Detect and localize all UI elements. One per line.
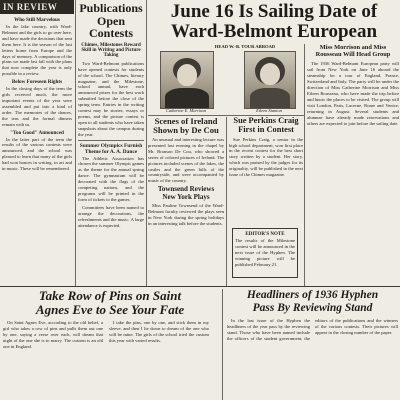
editors-note-title: EDITOR'S NOTE bbox=[245, 232, 285, 237]
column-ireland-scenes bbox=[148, 117, 224, 286]
editors-note-box bbox=[232, 228, 298, 278]
story-headline: Agnes Eve to See Your Fate bbox=[35, 302, 185, 317]
story-text: In the closing days of the term the girls received much, the more important events of the year were assembled and put into a kind of order. The memories of the dances, the teas and the formal dinners remain with us. bbox=[2, 86, 72, 127]
story-headline: Townsend Reviews bbox=[157, 185, 215, 194]
story-heading: "Too Good" Announced bbox=[10, 129, 64, 136]
story-headline: Open Contests bbox=[89, 13, 133, 41]
editors-note-text: The results of the Milestone contest will be announced in the next issue of the Hyphen. The winning picture will be published February 21. bbox=[235, 238, 295, 267]
story-text: The 1936 Ward-Belmont European party will sail from New York on June 16 aboard the steamship for a tour of England, France, Switzerland and Italy. The party will be under the direction of Miss Catherine Morrison and Miss Eileen Rousseau, who have made the trip before and know the places to be visited. The group will visit London, Paris, Lucerne, Rome and Venice, returning in August. Several students and alumnae have already made reservations and others are expected to join before the sailing date. bbox=[307, 61, 399, 126]
story-text: An unusual and interesting lecture was presented last evening in the chapel by Mr. Branson De Cou, who showed a series of colored pictures of Ireland. The pictures included scenes of the lakes, the castles and the green hills of the countryside, and were accompanied by music of the country. bbox=[148, 137, 224, 184]
portrait-photo-left bbox=[160, 51, 214, 109]
story-text: In the last issue of the Hyphen the headliners of the year pass by the reviewing stand. Those who have been named include the officers of the student government, the editors of the publications and the winners of the various contests. Their pictures will appear in the closing number of the paper. bbox=[227, 318, 398, 341]
story-text: Sue Perkins Craig, a senior in the high school department, won first place in the recent contest for the best short story written by a student. Her story, which was praised by the judges for its originality, will be published in the next issue of the Chimes magazine. bbox=[229, 136, 303, 178]
story-headline: Headliners of 1936 Hyphen bbox=[246, 289, 379, 301]
story-headline: First in Contest bbox=[238, 124, 294, 134]
banner-title-line1: June 16 Is Sailing Date of bbox=[170, 1, 378, 22]
story-headline: Publications bbox=[79, 1, 143, 15]
story-headline: Scenes of Ireland bbox=[154, 117, 218, 126]
in-review-header: IN REVIEW bbox=[0, 0, 74, 14]
story-heading: Below Foreseen Rights bbox=[11, 79, 63, 86]
story-headline: Pass By Reviewing Stand bbox=[252, 302, 373, 314]
photo-caption: Eileen Stanton bbox=[256, 108, 282, 113]
column-publications bbox=[78, 0, 144, 286]
photo-deck: HEAD W.-B. TOUR ABROAD bbox=[214, 44, 276, 49]
story-text: In the latter part of the term the results of the various contests were announced, and the school was pleased to learn that many of the girls had won honors in writing, in art and in music. These will be remembered. bbox=[2, 136, 72, 172]
banner-headline bbox=[148, 0, 400, 42]
photo-caption: Catherine E. Morrison bbox=[165, 108, 207, 113]
column-saint-agnes bbox=[0, 289, 220, 400]
story-heading: Who Still Marvelous bbox=[14, 17, 60, 23]
story-headline: Shown by De Cou bbox=[153, 125, 219, 136]
story-headline: New York Plays bbox=[162, 192, 210, 201]
story-text: I take the pins, one by one, and stick them in my sleeve, and then I lie down to dream of the one who will be mine. The girls of the school tried the custom this year with varied results. bbox=[109, 320, 209, 343]
column-headliners bbox=[225, 289, 400, 400]
story-subhead: Chimes, Milestones Reward Skill in Writing and Picture Taking bbox=[81, 42, 141, 58]
column-european-party bbox=[307, 44, 399, 286]
story-text: Two Ward-Belmont publications have opened contests for students of the school. The Chimes, literary magazine, and the Milestone, school annual, have each announced prizes for the best work submitted before the close of the spring term. Entries in the writing contest may be stories, essays or poems, and the picture contest is open to all students who have taken snapshots about the campus during the year. bbox=[78, 60, 144, 137]
story-text: In the lake country, with Ward-Belmont and the girls to go over here, and have made the decisions that sent them here. It is the season of the last letters home from Europe and the days of memory. A comparison of the plans we made last fall with the plans that now complete the year is only possible in a review. bbox=[2, 24, 72, 77]
portrait-photo-right bbox=[244, 51, 296, 109]
story-subhead: Summer Olympics Furnish Theme for A. A. Dance bbox=[79, 142, 143, 155]
story-text: Miss Pauline Townsend of the Ward-Belmont faculty reviewed the plays seen in New York during the spring holidays in an interesting talk before the students. bbox=[148, 202, 224, 226]
story-text: Committees have been named to arrange the decorations, the refreshments and the music. A large attendance is expected. bbox=[78, 204, 144, 228]
story-text: The Athletic Association has chosen the summer Olympic games as the theme for the annual spring dance. The gymnasium will be decorated with the flags of the competing nations, and the programs will be printed in the form of tickets to the games. bbox=[78, 155, 144, 202]
banner-title-line2: Ward-Belmont European bbox=[170, 20, 378, 42]
story-headline: Sue Perkins Craig bbox=[233, 117, 299, 125]
story-headline: Miss Morrison and Miss Rousseau Will Head Group bbox=[315, 44, 391, 58]
story-text: On Saint Agnes Eve, according to the old belief, a girl who takes a row of pins and pulls them out one by one, saying a verse over each, will dream that night of the one she is to marry. The custom is an old one in England. bbox=[3, 320, 103, 349]
story-headline: Take Row of Pins on Saint bbox=[38, 289, 182, 303]
